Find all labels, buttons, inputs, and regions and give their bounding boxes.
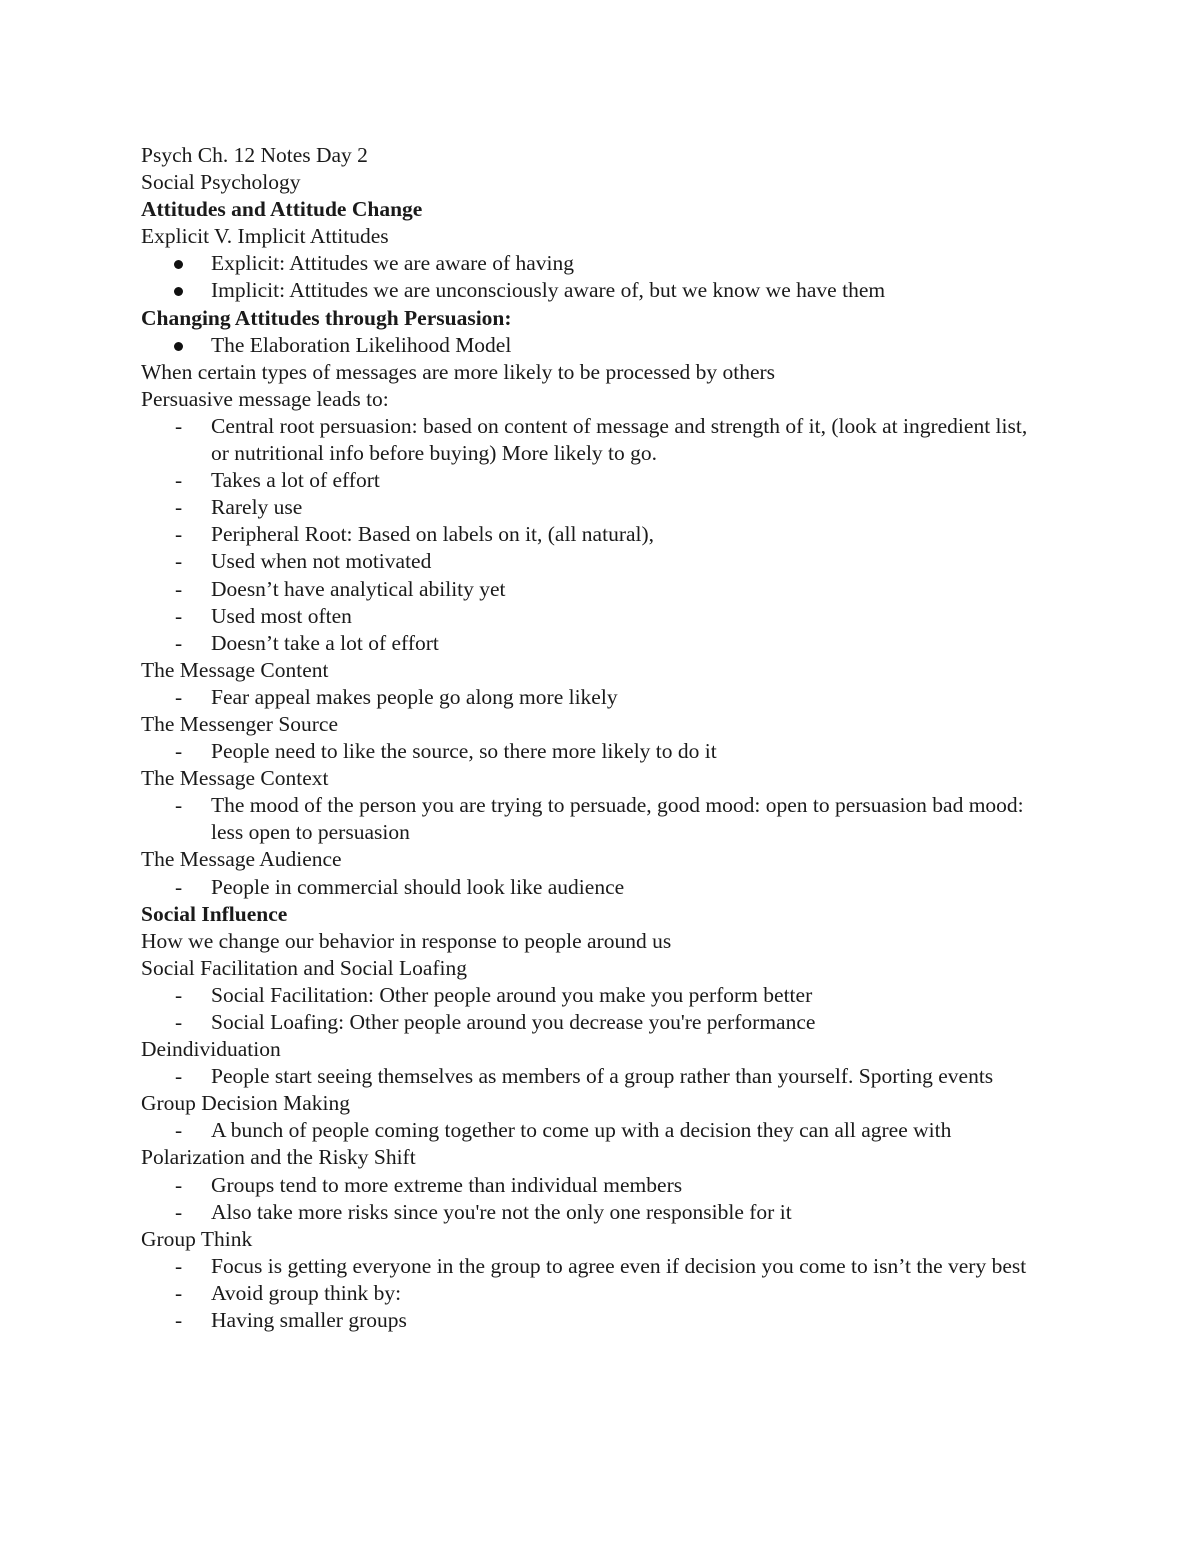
item-text: Takes a lot of effort bbox=[211, 468, 380, 493]
dash-item bbox=[141, 874, 1101, 901]
dash-glyph: - bbox=[175, 1280, 183, 1305]
dash-glyph: - bbox=[175, 1010, 183, 1034]
dash-glyph: - bbox=[175, 739, 183, 764]
document-body bbox=[141, 142, 1101, 1334]
item-text: People start seeing themselves as members of a group rather than yourself. Sporting events bbox=[211, 1064, 994, 1089]
dash-glyph: - bbox=[175, 468, 183, 493]
dash-item bbox=[141, 1172, 1101, 1199]
dash-item bbox=[141, 521, 1101, 548]
item-text: Avoid group think by: bbox=[211, 1280, 402, 1305]
item-text: Social Loafing: Other people around you decrease you're performance bbox=[211, 1010, 816, 1034]
section-heading: Attitudes and Attitude Change bbox=[141, 197, 423, 222]
item-text: Implicit: Attitudes we are unconsciously aware of, but we know we have them bbox=[211, 278, 886, 303]
dash-item bbox=[141, 494, 1101, 521]
dash-glyph: - bbox=[175, 630, 183, 655]
dash-glyph: - bbox=[175, 1172, 183, 1197]
dash-glyph: - bbox=[175, 874, 183, 899]
item-text: The Elaboration Likelihood Model bbox=[211, 332, 512, 357]
dash-glyph: - bbox=[175, 1199, 183, 1224]
dash-glyph: - bbox=[175, 522, 183, 547]
dash-glyph: - bbox=[175, 1308, 183, 1333]
text-line: The Message Audience bbox=[141, 847, 342, 872]
dash-glyph: - bbox=[175, 603, 183, 628]
item-text: A bunch of people coming together to come up with a decision they can all agree with bbox=[211, 1118, 952, 1143]
text-line: Group Think bbox=[141, 1226, 253, 1251]
item-text: Fear appeal makes people go along more likely bbox=[211, 684, 618, 709]
item-text: Used most often bbox=[211, 603, 352, 628]
dash-glyph: - bbox=[175, 576, 183, 601]
dash-item bbox=[141, 548, 1101, 575]
text-line: Group Decision Making bbox=[141, 1091, 350, 1116]
text-line: Explicit V. Implicit Attitudes bbox=[141, 224, 389, 249]
dash-glyph: - bbox=[175, 413, 183, 438]
dash-item bbox=[141, 1117, 1101, 1144]
dash-glyph: - bbox=[175, 549, 183, 574]
dash-item bbox=[141, 630, 1101, 657]
dash-glyph: - bbox=[175, 1064, 183, 1089]
dash-glyph: - bbox=[175, 982, 183, 1007]
dash-glyph: - bbox=[175, 1253, 183, 1278]
bullet-item bbox=[141, 332, 1101, 359]
bullet-dot bbox=[174, 287, 183, 296]
text-line: Social Facilitation and Social Loafing bbox=[141, 955, 468, 980]
dash-item bbox=[141, 792, 1101, 846]
dash-item bbox=[141, 1280, 1101, 1307]
text-line: Polarization and the Risky Shift bbox=[141, 1145, 416, 1170]
dash-item bbox=[141, 1063, 1101, 1090]
item-text: Central root persuasion: based on content of message and strength of it, (look at ingredient list, or nutritional info before buying) More likely to go. bbox=[211, 413, 1028, 466]
item-text: Peripheral Root: Based on labels on it, (all natural), bbox=[211, 522, 655, 547]
dash-item bbox=[141, 1307, 1101, 1334]
text-line: How we change our behavior in response to people around us bbox=[141, 928, 672, 953]
text-line: The Message Content bbox=[141, 657, 329, 682]
item-text: People in commercial should look like audience bbox=[211, 874, 625, 899]
item-text: Used when not motivated bbox=[211, 549, 432, 574]
text-line: Persuasive message leads to: bbox=[141, 386, 389, 411]
text-line: The Messenger Source bbox=[141, 711, 339, 736]
item-text: Focus is getting everyone in the group to agree even if decision you come to isn’t the very best bbox=[211, 1253, 1027, 1278]
text-line: When certain types of messages are more likely to be processed by others bbox=[141, 359, 776, 384]
dash-item bbox=[141, 467, 1101, 494]
dash-item bbox=[141, 603, 1101, 630]
dash-item bbox=[141, 1009, 1101, 1036]
dash-glyph: - bbox=[175, 684, 183, 709]
dash-item bbox=[141, 413, 1101, 467]
dash-item bbox=[141, 684, 1101, 711]
bullet-dot bbox=[174, 342, 183, 351]
item-text: The mood of the person you are trying to persuade, good mood: open to persuasion bad mood: less open to persuasion bbox=[211, 793, 1024, 845]
item-text: Rarely use bbox=[211, 495, 303, 520]
dash-item bbox=[141, 1253, 1101, 1280]
dash-item bbox=[141, 982, 1101, 1009]
item-text: Explicit: Attitudes we are aware of having bbox=[211, 251, 574, 276]
section-heading: Social Influence bbox=[141, 901, 288, 926]
bullet-item bbox=[141, 250, 1101, 277]
item-text: Doesn’t take a lot of effort bbox=[211, 630, 439, 655]
item-text: Having smaller groups bbox=[211, 1308, 407, 1333]
text-line: Deindividuation bbox=[141, 1037, 281, 1062]
dash-glyph: - bbox=[175, 1118, 183, 1143]
item-text: Social Facilitation: Other people around you make you perform better bbox=[211, 982, 813, 1007]
item-text: Doesn’t have analytical ability yet bbox=[211, 576, 506, 601]
dash-glyph: - bbox=[175, 793, 183, 818]
dash-item bbox=[141, 738, 1101, 765]
text-line: Social Psychology bbox=[141, 170, 301, 195]
text-line: The Message Context bbox=[141, 766, 329, 791]
dash-glyph: - bbox=[175, 495, 183, 520]
bullet-item bbox=[141, 277, 1101, 304]
bullet-dot bbox=[174, 260, 183, 269]
item-text: People need to like the source, so there more likely to do it bbox=[211, 739, 717, 764]
text-line: Psych Ch. 12 Notes Day 2 bbox=[141, 143, 368, 167]
item-text: Groups tend to more extreme than individual members bbox=[211, 1172, 683, 1197]
dash-item bbox=[141, 576, 1101, 603]
section-heading: Changing Attitudes through Persuasion: bbox=[141, 305, 512, 330]
dash-item bbox=[141, 1199, 1101, 1226]
item-text: Also take more risks since you're not the only one responsible for it bbox=[211, 1199, 792, 1224]
